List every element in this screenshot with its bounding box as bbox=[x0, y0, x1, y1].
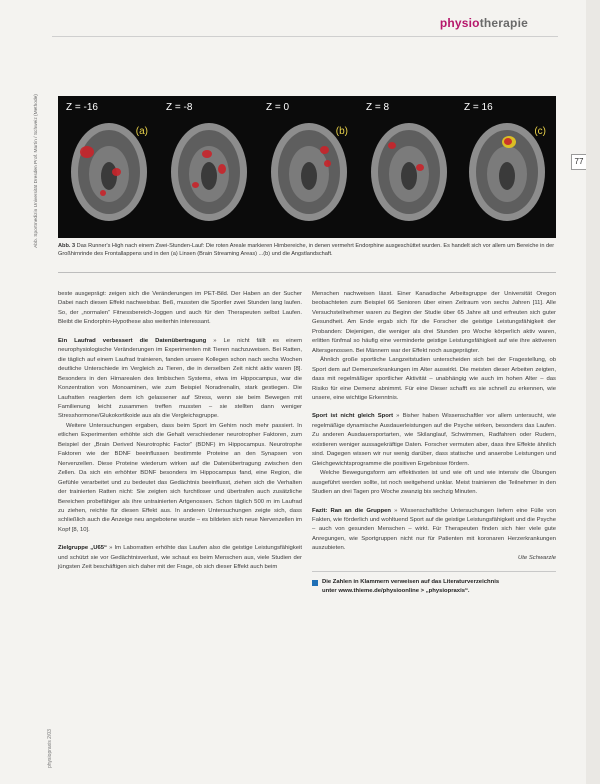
section-paragraph: Fazit: Ran an die Gruppen » Wissenschaftliche Untersuchungen liefern eine Fülle von Fakten, wie förderlich und wohltuend Sport auf die geistige Leistungsfähigkeit und die Psyche – auch von gesunden Menschen – wirkt. Für Therapeuten finden sich hier viele gute Anregungen, wie Sportgruppen nicht nur für Patienten mit koronaren Herzerkrankungen auszubieten. bbox=[312, 507, 556, 552]
brain-slice-image bbox=[168, 120, 250, 224]
folio-text: physiopraxis 2/03 bbox=[47, 729, 53, 768]
note-line: Die Zahlen in Klammern verweisen auf das Literaturverzeichnis bbox=[322, 579, 500, 586]
note-square-icon bbox=[312, 580, 318, 586]
text-column-left bbox=[58, 290, 302, 573]
scan-panel bbox=[460, 102, 554, 230]
text-column-right bbox=[312, 290, 556, 596]
brain-scan-figure bbox=[58, 96, 556, 238]
scan-panel bbox=[62, 102, 156, 230]
image-credit bbox=[22, 80, 52, 280]
activation-spot bbox=[320, 146, 329, 154]
z-label: Z = -16 bbox=[66, 102, 98, 113]
note-link[interactable]: unter www.thieme.de/physioonline > „physiopraxis“. bbox=[322, 588, 470, 595]
header-rule bbox=[52, 36, 558, 37]
image-credit-text: Abb. Sportmedizin Universität Dresden Prof. Martin / Schweiz (Methode) bbox=[34, 94, 39, 248]
scan-panel bbox=[162, 102, 256, 230]
activation-spot bbox=[202, 150, 212, 158]
brain-slice-image bbox=[68, 120, 150, 224]
brain-slice-image bbox=[368, 120, 450, 224]
magazine-brand bbox=[440, 16, 528, 30]
paragraph: Welche Bewegungsform am effektivsten ist und wie oft und wie intensiv die Übungen ausgeführt werden sollte, ist noch weitgehend unklar. Meist trainieren die Teilnehmer in den Studien an drei Tagen pro Woche zwanzig bis sechzig Minuten. bbox=[312, 470, 556, 496]
scan-panel bbox=[362, 102, 456, 230]
z-label: Z = 0 bbox=[266, 102, 290, 113]
caption-rule bbox=[58, 272, 556, 273]
brain-slice-image bbox=[268, 120, 350, 224]
z-label: Z = 16 bbox=[464, 102, 493, 113]
z-label: Z = -8 bbox=[166, 102, 193, 113]
reference-note bbox=[312, 571, 556, 596]
figure-caption bbox=[58, 242, 556, 258]
paragraph: beste ausgeprägt: zeigen sich die Veränderungen im PET-Bild. Der Haben an der Sucher Dabei nach diesen Effekt nachweisbar. Beß, mussten die Sportler zwei Stunden lang laufen. So, der „normalen“ Fitnessbereich-Joggen und auch für den Therapeuten selbst Laufen. Bleibt die Endorphin-Hypothese also weiterhin interessant. bbox=[58, 291, 302, 326]
activation-spot bbox=[324, 160, 331, 167]
brand-part-2: therapie bbox=[479, 16, 528, 30]
paragraph-text: Im Laborratten erhöhte das Laufen also die geistige Leistungsfähigkeit und schützt sie vor Gedächtnisverlust, wie schaut es beim Menschen aus, viele Studien der jüngsten Zeit beschäftigen sich daher mit der Frage, ob sich dieser Effekt auch beim bbox=[58, 545, 302, 571]
paragraph-text: Bisher haben Wissenschaftler vor allem untersucht, wie regelmäßige dynamische Ausdauerleistungen auf die Psyche wirken, besonders das Laufen. Zu anderen Ausdauersportarten, wie Skilanglauf, Schwimmen, Radfahren oder Rudern, existieren weniger aussagekräftige Daten. Forscher vermuten aber, dass ihre Effekte ähnlich sind. Dagegen wissen wir nur wenig darüber, dass statische und anaerobe Leistungen und Gleichgewichtsprogramme die positiven Ergebnisse fördern. bbox=[312, 413, 556, 467]
paragraph: Menschen nachweisen lässt. Einer Kanadische Arbeitsgruppe der Universität Oregon beobachteten zum Beispiel 66 Senioren über einen Zeitraum von sechs Jahren [11]. Alle Versuchsteilnehmer waren zu Beginn der Studie über 65 Jahre alt und erfreuten sich guter Gesundheit. Am Ende ergab sich für die Forscher die geistige Leistungsfähigkeit der Probanden: Diejenigen, die weniger als drei Stunden pro Woche körperlich aktiv waren, erlitten fünfmal so häufig eine verminderte geistige Leistungsfähigkeit auf wie ihre aktiveren Altersgenossen. Bei Männern war der Effekt noch ausgeprägter. bbox=[312, 291, 556, 354]
section-paragraph: Ein Laufrad verbessert die Datenübertragung » Le nicht fällt es einem neurophysiologische Veränderungen im Experimenten mit Tieren nachzuweisen. Bei Ratten, die täglich auf einem Laufrad trainieren, fanden unsere Kollegen schon nach sechs Wochen deutliche Unterschiede im Vergleich zu Tieren, die in derselben Zeit nicht aktiv waren [8]. Besonders in den Hirnarealen des limbischen Systems, etwa im Hippocampus, war die Konzentration von Monoaminen, wie zum Beispiel Noradrenalin, stark gestiegen. Die Laufratten reagierten dem ich gelassener auf Stress, wenn sie beim Bewegen mit Familienung leicht zusammen treffen mussten – sie stellten dann weniger Stresshormone/Glukokortikoide aus als die Vergleichsgruppe. bbox=[58, 337, 302, 420]
activation-spot bbox=[388, 142, 396, 149]
section-paragraph: Zielgruppe „U65“ » Im Laborratten erhöhte das Laufen also die geistige Leistungsfähigkeit und schützt sie vor Gedächtnisverlust, wie schaut es beim Menschen aus, viele Studien der jüngsten Zeit beschäftigen sich daher mit der Frage, ob sich dieser Effekt auch beim bbox=[58, 545, 302, 571]
section-heading: Zielgruppe „U65“ bbox=[58, 545, 107, 552]
paragraph: Ähnlich große sportliche Langzeitstudien unterscheiden sich bei der Fragestellung, ob Sport dem auf Demenzerkrankungen im Alter auswirkt. Die meisten dieser Arbeiten zeigten, dass mit regelmäßiger sportlicher Aktivität – unabhängig wie auch im hohen Alter – das Risiko für eine Demenz abnimmt. Für eine Dieser schafft es sie schnell zu erkennen, wie unsere, eine wichtige Erkenntnis. bbox=[312, 357, 556, 401]
scan-panel bbox=[262, 102, 356, 230]
page-edge-tab: 77 bbox=[571, 154, 586, 170]
caption-text: Das Runner's High nach einem Zwei-Stunden-Lauf: Die roten Areale markieren Hirnbereiche, in denen vermehrt Endorphine ausgeschüttet wurden. Es handelt sich vor allem um Bereiche in der Großhirnrinde des Frontallappens und in den (a) Linsen (Brain Streaming Areas) ...(b) und die Angstlandschaft. bbox=[58, 243, 555, 257]
section-heading: Sport ist nicht gleich Sport bbox=[312, 413, 394, 420]
page-folio bbox=[30, 690, 70, 780]
activation-spot bbox=[192, 182, 199, 188]
activation-spot bbox=[80, 146, 94, 158]
brand-part-1: physio bbox=[439, 16, 480, 30]
activation-spot bbox=[416, 164, 424, 171]
activation-spot bbox=[504, 138, 512, 145]
panel-tag: (a) bbox=[135, 126, 148, 137]
section-heading: Fazit: Ran an die Gruppen bbox=[312, 507, 391, 514]
paragraph-text: Le nicht fällt es einem neurophysiologische Veränderungen im Experimenten mit Tieren nachzuweisen. Bei Ratten, die täglich auf einem Laufrad trainieren, fanden unsere Kollegen schon nach sechs Wochen deutliche Unterschiede im Vergleich zu Tieren, die in derselben Zeit nicht aktiv waren [8]. Besonders in den Hirnarealen des limbischen Systems, etwa im Hippocampus, war die Konzentration von Monoaminen, wie zum Beispiel Noradrenalin, stark gestiegen. Die Laufratten reagierten dem ich gelassener auf Stress, wenn sie beim Bewegen mit Familienung leicht zusammen treffen mussten – sie stellten dann weniger Stresshormone/Glukokortikoide aus als die Vergleichsgruppe. bbox=[58, 337, 302, 420]
panel-tag: (b) bbox=[335, 126, 348, 137]
activation-spot bbox=[112, 168, 121, 176]
author-signature: Ute Schwarzle bbox=[518, 554, 556, 561]
section-paragraph: Sport ist nicht gleich Sport » Bisher haben Wissenschaftler vor allem untersucht, wie regelmäßige dynamische Ausdauerleistungen auf die Psyche wirken, besonders das Laufen. Zu anderen Ausdauersportarten, wie Skilanglauf, Schwimmen, Radfahren oder Rudern, existieren weniger aussagekräftige Daten. Forscher vermuten aber, dass ihre Effekte ähnlich sind. Dagegen wissen wir nur wenig darüber, dass statische und anaerobe Leistungen und Gleichgewichtsprogramme die positiven Ergebnisse fördern. bbox=[312, 413, 556, 467]
activation-spot bbox=[100, 190, 106, 196]
caption-label: Abb. 3 bbox=[58, 243, 76, 249]
panel-tag: (c) bbox=[534, 126, 546, 137]
activation-spot bbox=[218, 164, 226, 174]
section-heading: Ein Laufrad verbessert die Datenübertragung bbox=[58, 337, 207, 344]
paragraph-text: Wissenschaftliche Untersuchungen liefern eine Fülle von Fakten, wie förderlich und wohltuend Sport auf die geistige Leistungsfähigkeit und die Psyche – auch von gesunden Menschen – wirkt. Für Therapeuten finden sich hier viele gute Anregungen, wie Sportgruppen nicht nur für Patienten mit koronaren Herzerkrankungen auszubieten. bbox=[312, 507, 556, 552]
z-label: Z = 8 bbox=[366, 102, 390, 113]
paragraph: Weitere Untersuchungen ergaben, dass beim Sport im Gehirn noch mehr passiert. In etlichen Experimenten erhöhte sich die Gehalt verschiedener neurotropher Faktoren, zum Beispiel der „Brain Derived Neurotrophic Factor“ (BDNF) im Hippocampus. Neurotrophe Faktoren wie der BDNF beeinflussen bestimmte Proteine an den Synapsen von Nervenzellen. Diese Proteine wiederum wirken auf die Datenübertragung zwischen den Zellen. Da sich ein erhöhter BDNF besonders im Hippocampus fand, eine Region, die Gefühle verarbeitet und zu bedeutet das Gedächtnis beeinflusst, ziehen sich die Verhalten der trainierten Ratten nicht: Sie zeigten sich furchtloser und übertrafen auch zusätzliche Bereichen probefähiger als ihre untrainierten Artgenossen. Schon täglich 500 m im Laufrad zu ziehen, reichte für diesen Effekt aus. In anderen Untersuchungen zeigte sich, dass schließlich auch die Anzeige neu angebotene wurde – es bildeten sich neue Nervenzellen im Kopf [8, 10]. bbox=[58, 422, 302, 533]
